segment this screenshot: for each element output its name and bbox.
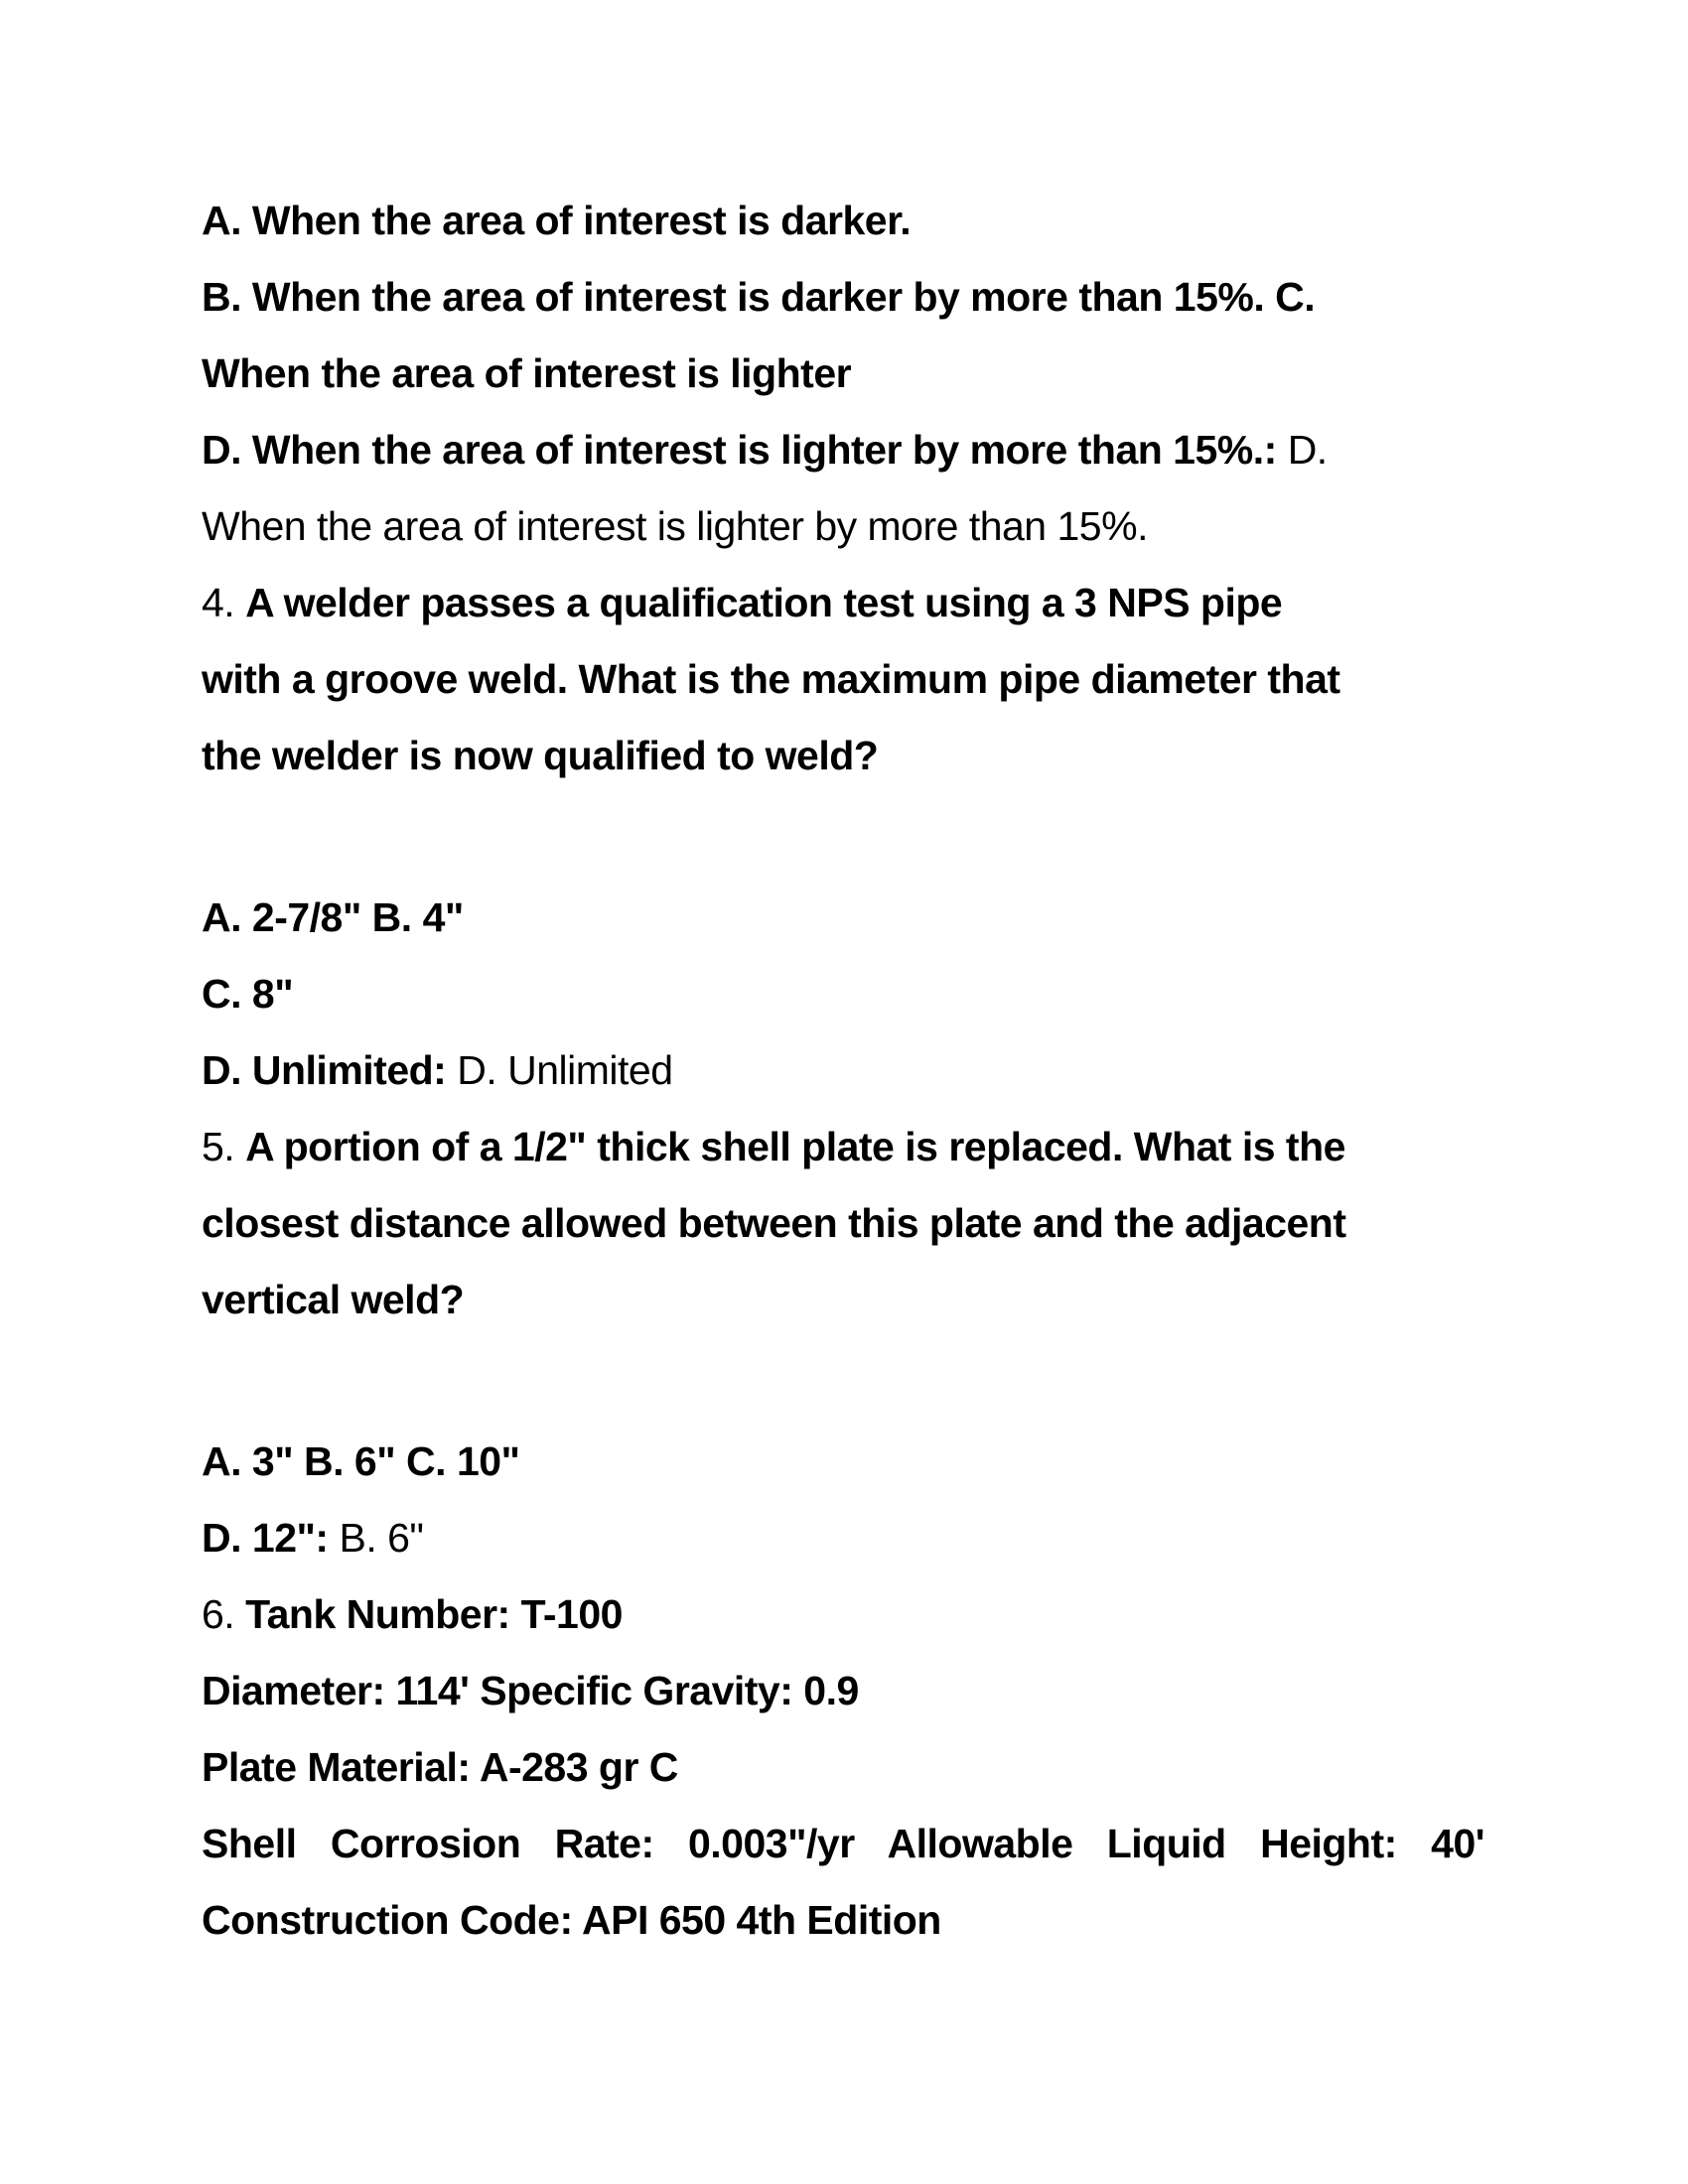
diameter-gravity-text: Diameter: 114' Specific Gravity: 0.9 [202, 1668, 859, 1713]
answer-key-continuation: When the area of interest is lighter by more than 15%. [202, 503, 1148, 549]
question-text: vertical weld? [202, 1277, 465, 1322]
tank-number-text: Tank Number: T-100 [245, 1591, 623, 1637]
answer-key-text: D. Unlimited [446, 1047, 673, 1093]
document-body [202, 183, 1484, 1959]
answer-option-line [202, 412, 1484, 488]
question-6-line [202, 1653, 1484, 1729]
option-a-text: A. When the area of interest is darker. [202, 198, 912, 243]
answer-option-line [202, 336, 1484, 412]
option-c-text: C. 8" [202, 971, 294, 1017]
corrosion-rate-text: Shell Corrosion Rate: 0.003"/yr Allowable Liquid Height: 40' [202, 1821, 1484, 1866]
answer-option-line [202, 183, 1484, 259]
options-a-b-text: A. 2-7/8" B. 4" [202, 894, 464, 940]
answer-option-line [202, 1032, 1484, 1109]
answer-option-line [202, 880, 1484, 956]
question-5-line [202, 1109, 1484, 1185]
question-5-line [202, 1262, 1484, 1338]
question-6-line [202, 1882, 1484, 1959]
answer-option-line [202, 956, 1484, 1032]
question-text: A portion of a 1/2" thick shell plate is replaced. What is the [245, 1124, 1345, 1169]
answer-option-line [202, 259, 1484, 336]
question-4-line [202, 718, 1484, 794]
plate-material-text: Plate Material: A-283 gr C [202, 1744, 678, 1790]
question-number: 4. [202, 580, 246, 625]
construction-code-text: Construction Code: API 650 4th Edition [202, 1897, 941, 1943]
option-d-text: D. When the area of interest is lighter by more than 15%.: [202, 427, 1277, 473]
question-4-line [202, 641, 1484, 718]
question-6-line [202, 1729, 1484, 1806]
options-a-b-c-text: A. 3" B. 6" C. 10" [202, 1438, 520, 1484]
question-text: the welder is now qualified to weld? [202, 733, 879, 778]
blank-line [202, 1338, 1484, 1424]
option-c-text: When the area of interest is lighter [202, 350, 852, 396]
option-b-text: B. When the area of interest is darker by more than 15%. C. [202, 274, 1316, 320]
question-4-line [202, 565, 1484, 641]
answer-option-line [202, 1424, 1484, 1500]
question-text: with a groove weld. What is the maximum pipe diameter that [202, 656, 1340, 702]
blank-line [202, 794, 1484, 880]
question-6-line [202, 1576, 1484, 1653]
answer-key-text: D. [1276, 427, 1328, 473]
question-number: 5. [202, 1124, 246, 1169]
question-text: closest distance allowed between this plate and the adjacent [202, 1200, 1346, 1246]
answer-key-line [202, 488, 1484, 565]
question-number: 6. [202, 1591, 246, 1637]
question-5-line [202, 1185, 1484, 1262]
option-d-text: D. 12": [202, 1515, 329, 1561]
question-6-line [202, 1806, 1484, 1882]
answer-option-line [202, 1500, 1484, 1576]
answer-key-text: B. 6" [328, 1515, 424, 1561]
question-text: A welder passes a qualification test using a 3 NPS pipe [245, 580, 1283, 625]
option-d-text: D. Unlimited: [202, 1047, 447, 1093]
